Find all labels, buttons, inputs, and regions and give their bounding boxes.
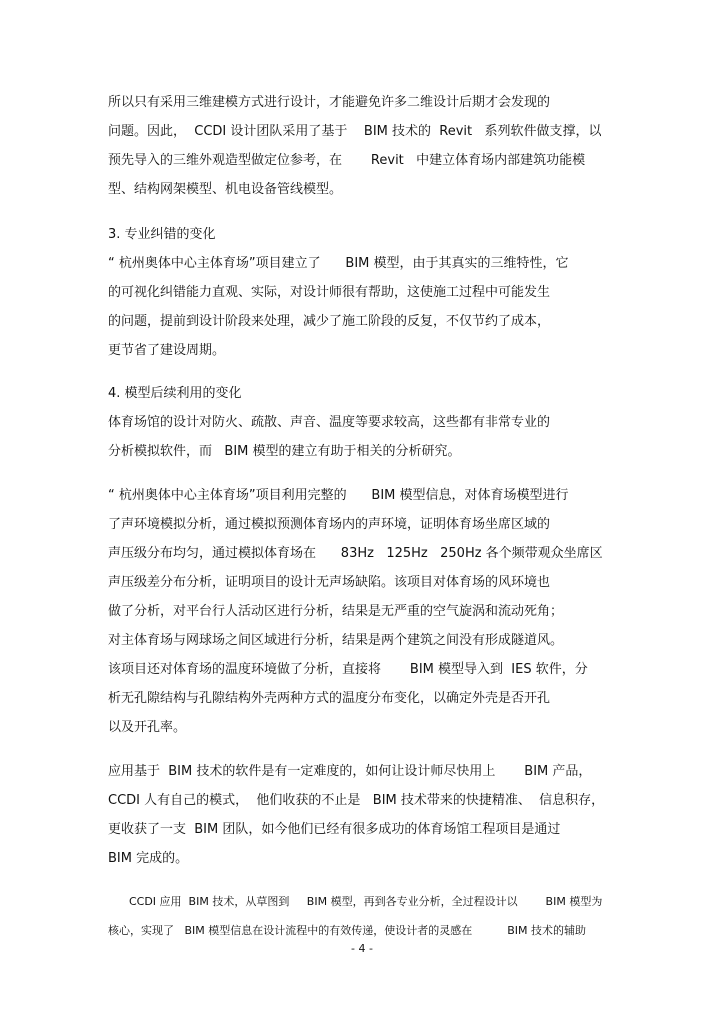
text-line: 所以只有采用三维建模方式进行设计，才能避免许多二维设计后期才会发现的: [108, 95, 551, 110]
text-line: 预先导入的三维外观造型做定位参考，在 Revit 中建立体育场内部建筑功能模: [108, 153, 586, 168]
section-heading: 4. 模型后续利用的变化: [108, 386, 242, 401]
text-line: 更节省了建设周期。: [108, 343, 226, 358]
page-number: - 4 -: [351, 942, 373, 955]
small-text-line: 核心，实现了 BIM 模型信息在设计流程中的有效传递，使设计者的灵感在 BIM 技术的辅助: [108, 924, 587, 937]
text-line: 分析模拟软件，而 BIM 模型的建立有助于相关的分析研究。: [108, 444, 461, 459]
text-line: 更收获了一支 BIM 团队，如今他们已经有很多成功的体育场馆工程项目是通过: [108, 822, 561, 837]
text-line: CCDI 人有自己的模式， 他们收获的不止是 BIM 技术带来的快捷精准、 信息积存，: [108, 793, 605, 808]
text-line: 以及开孔率。: [108, 720, 187, 735]
text-line: “ 杭州奥体中心主体育场”项目建立了 BIM 模型，由于其真实的三维特性，它: [108, 256, 569, 271]
text-line: 型、结构网架模型、机电设备管线模型。: [108, 182, 343, 197]
text-line: 体育场馆的设计对防火、疏散、声音、温度等要求较高，这些都有非常专业的: [108, 415, 551, 430]
text-line: 的问题，提前到设计阶段来处理，减少了施工阶段的反复，不仅节约了成本，: [108, 314, 551, 329]
text-line: 声压级分布均匀，通过模拟体育场在 83Hz 125Hz 250Hz 各个频带观众坐席区: [108, 546, 603, 561]
text-line: 了声环境模拟分析，通过模拟预测体育场内的声环境，证明体育场坐席区域的: [108, 517, 551, 532]
text-line: 问题。因此， CCDI 设计团队采用了基于 BIM 技术的 Revit 系列软件做支撑，以: [108, 124, 602, 139]
text-line: 析无孔隙结构与孔隙结构外壳两种方式的温度分布变化，以确定外壳是否开孔: [108, 691, 551, 706]
small-text-line: CCDI 应用 BIM 技术，从草图到 BIM 模型，再到各专业分析，全过程设计以 BIM 模型为: [108, 895, 603, 908]
text-line: “ 杭州奥体中心主体育场”项目利用完整的 BIM 模型信息，对体育场模型进行: [108, 488, 569, 503]
text-line: 的可视化纠错能力直观、实际，对设计师很有帮助，这使施工过程中可能发生: [108, 285, 551, 300]
text-line: BIM 完成的。: [108, 851, 189, 866]
section-heading: 3. 专业纠错的变化: [108, 227, 216, 242]
text-line: 做了分析，对平台行人活动区进行分析，结果是无严重的空气旋涡和流动死角；: [108, 604, 564, 619]
text-line: 对主体育场与网球场之间区域进行分析，结果是两个建筑之间没有形成隧道风。: [108, 633, 564, 648]
text-line: 声压级差分布分析，证明项目的设计无声场缺陷。该项目对体育场的风环境也: [108, 575, 551, 590]
text-line: 该项目还对体育场的温度环境做了分析，直接将 BIM 模型导入到 IES 软件，分: [108, 662, 588, 677]
text-line: 应用基于 BIM 技术的软件是有一定难度的，如何让设计师尽快用上 BIM 产品，: [108, 764, 592, 779]
